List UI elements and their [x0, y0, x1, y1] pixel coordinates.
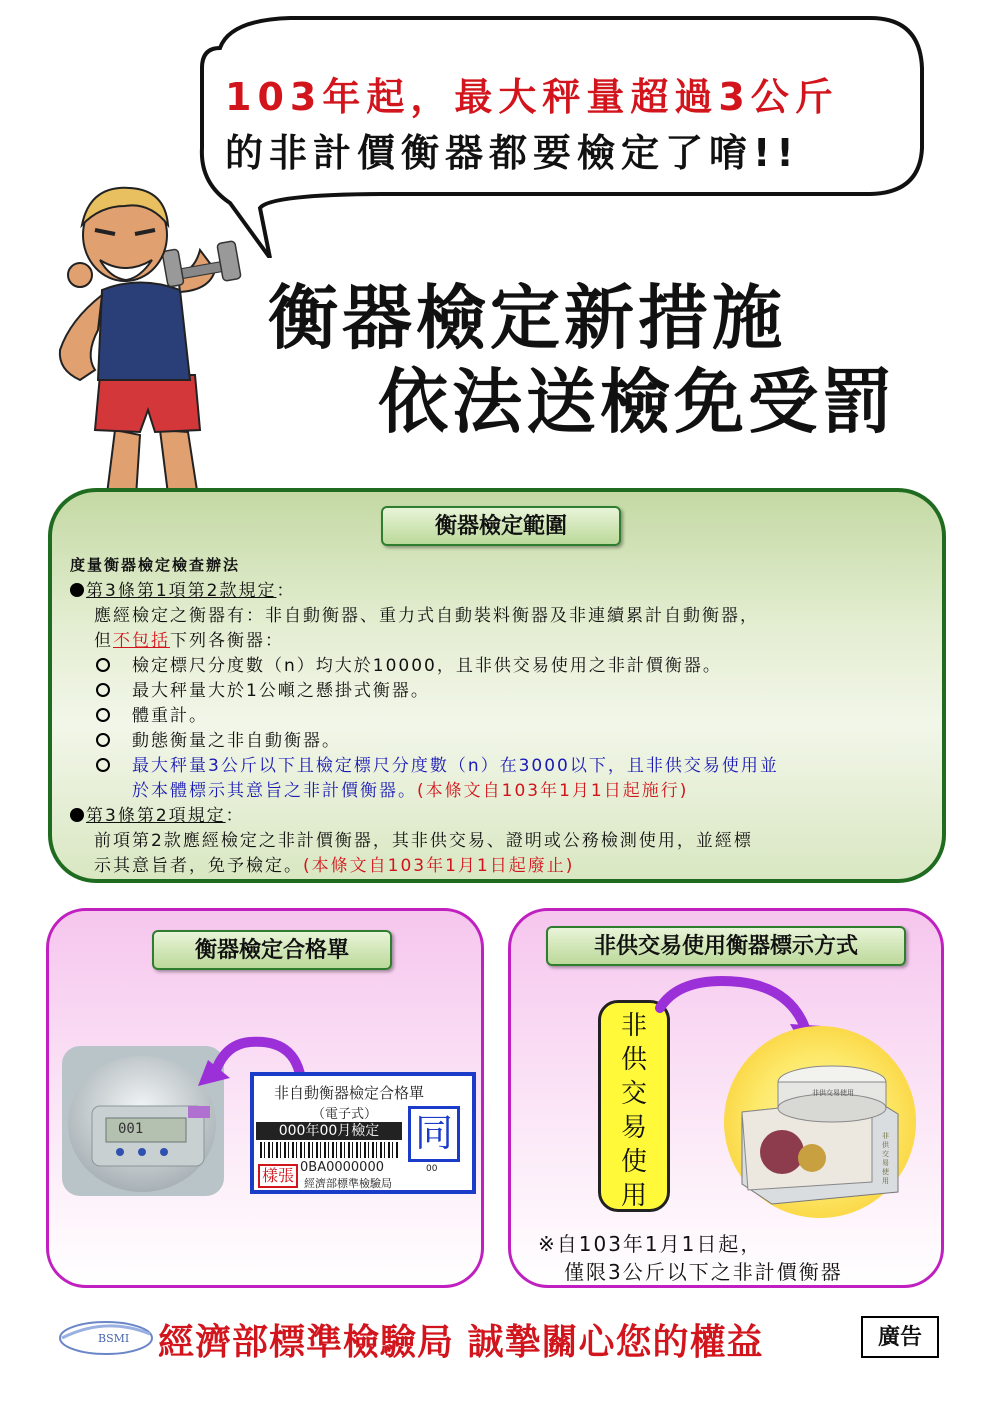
- article-2-line-1: 前項第2款應經檢定之非計價衡器，其非供交易、證明或公務檢測使用，並經標: [94, 831, 753, 851]
- article-1-line-1: 應經檢定之衡器有：非自動衡器、重力式自動裝料衡器及非連續累計自動衡器，: [94, 606, 759, 626]
- product-sticker: 非供交易使用: [812, 1089, 854, 1097]
- cert-stamp: 同: [408, 1106, 460, 1162]
- packaged-scale-photo: [722, 1024, 918, 1220]
- cert-label-title: 非自動衡器檢定合格單: [274, 1084, 425, 1102]
- box-side-label: 非供交易使用: [882, 1132, 889, 1185]
- exclusion-item: 體重計。: [96, 701, 208, 726]
- bullet-icon: [70, 808, 84, 822]
- exclusion-item-5-line-1: 最大秤量3公斤以下且檢定標尺分度數（n）在3000以下，且非供交易使用並: [96, 751, 779, 776]
- bsmi-logo-text: BSMI: [98, 1332, 130, 1345]
- scale-display: 001: [118, 1121, 144, 1137]
- cert-issuer: 經濟部標準檢驗局: [304, 1177, 392, 1190]
- circle-bullet-icon: [96, 683, 110, 697]
- bullet-icon: [70, 583, 84, 597]
- circle-bullet-icon: [96, 758, 110, 772]
- mark-note-line-1: ※自103年1月1日起，: [538, 1232, 763, 1256]
- cert-label-date: 000年00月檢定: [256, 1122, 402, 1140]
- label-char: 交: [620, 1079, 647, 1109]
- bubble-line-1: 103年起，最大秤量超過3公斤: [225, 75, 839, 119]
- exclusion-item-5-line-2: 於本體標示其意旨之非計價衡器。(本條文自103年1月1日起施行): [132, 781, 689, 801]
- barcode: [260, 1142, 400, 1158]
- cert-label-subtitle: （電子式）: [312, 1107, 378, 1122]
- label-char: 使: [620, 1147, 647, 1177]
- article-2-heading: 第3條第2項規定：: [70, 801, 245, 826]
- label-char: 供: [620, 1045, 647, 1075]
- footer-slogan: 經濟部標準檢驗局 誠摯關心您的權益: [158, 1321, 764, 1363]
- article-2-line-2: 示其意旨者，免予檢定。(本條文自103年1月1日起廢止): [94, 856, 575, 876]
- circle-bullet-icon: [96, 708, 110, 722]
- circle-bullet-icon: [96, 733, 110, 747]
- cert-panel-title: 衡器檢定合格單: [152, 930, 392, 970]
- mark-note-line-2: 僅限3公斤以下之非計價衡器: [564, 1260, 843, 1284]
- scope-title: 衡器檢定範圍: [381, 506, 621, 546]
- label-char: 用: [620, 1181, 647, 1211]
- headline-line-1: 衡器檢定新措施: [268, 277, 786, 359]
- label-char: 非: [620, 1011, 647, 1041]
- mark-panel-title: 非供交易使用衡器標示方式: [546, 926, 906, 966]
- bubble-line-2: 的非計價衡器都要檢定了唷!!: [225, 131, 800, 175]
- headline-line-2: 依法送檢免受罰: [378, 361, 896, 443]
- exclusion-item: 動態衡量之非自動衡器。: [96, 726, 341, 751]
- certificate-label: [250, 1072, 476, 1194]
- exclusion-item: 最大秤量大於1公噸之懸掛式衡器。: [96, 676, 430, 701]
- exclusion-item: 檢定標尺分度數（n）均大於10000，且非供交易使用之非計價衡器。: [96, 651, 722, 676]
- label-char: 易: [620, 1113, 647, 1143]
- article-1-line-2: 但不包括下列各衡器：: [94, 631, 284, 651]
- sample-stamp: 樣張: [258, 1164, 298, 1188]
- muscle-man-illustration: [40, 180, 250, 540]
- article-1-heading: 第3條第1項第2款規定：: [70, 576, 295, 601]
- cert-serial: 0BA0000000: [300, 1160, 384, 1175]
- circle-bullet-icon: [96, 658, 110, 672]
- ad-badge: 廣告: [861, 1316, 939, 1358]
- cert-small-code: 00: [426, 1164, 438, 1174]
- regulation-name: 度量衡器檢定檢查辦法: [70, 556, 241, 574]
